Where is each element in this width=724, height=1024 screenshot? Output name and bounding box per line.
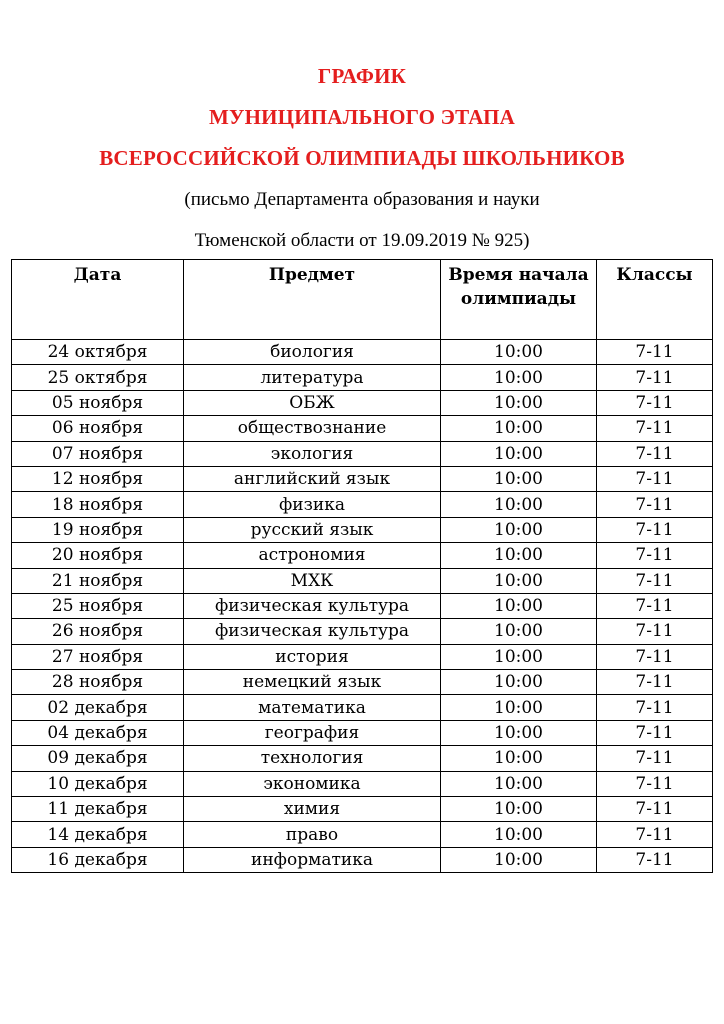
- subject-cell: обществознание: [184, 416, 441, 441]
- subject-cell: математика: [184, 695, 441, 720]
- subject-cell: технология: [184, 746, 441, 771]
- grades-cell: 7-11: [597, 670, 713, 695]
- subject-cell: право: [184, 822, 441, 847]
- date-cell: 14 декабря: [12, 822, 184, 847]
- column-header-subject-label: Предмет: [268, 265, 356, 285]
- grades-cell: 7-11: [597, 390, 713, 415]
- table-row: [12, 517, 713, 542]
- start-time-cell: 10:00: [441, 441, 597, 466]
- date-cell: 21 ноября: [12, 568, 184, 593]
- grades-cell: 7-11: [597, 492, 713, 517]
- grades-cell: 7-11: [597, 416, 713, 441]
- subtitle-line-1: (письмо Департамента образования и науки: [184, 189, 540, 210]
- start-time-cell: 10:00: [441, 822, 597, 847]
- date-cell: 05 ноября: [12, 390, 184, 415]
- start-time-cell: 10:00: [441, 695, 597, 720]
- subject-cell: литература: [184, 365, 441, 390]
- grades-cell: 7-11: [597, 720, 713, 745]
- subject-cell: биология: [184, 340, 441, 365]
- table-row: [12, 365, 713, 390]
- start-time-cell: 10:00: [441, 746, 597, 771]
- table-row: [12, 593, 713, 618]
- schedule-table-head: [12, 260, 713, 340]
- start-time-cell: 10:00: [441, 543, 597, 568]
- subject-cell: физика: [184, 492, 441, 517]
- date-cell: 18 ноября: [12, 492, 184, 517]
- start-time-cell: 10:00: [441, 568, 597, 593]
- subject-cell: география: [184, 720, 441, 745]
- table-row: [12, 543, 713, 568]
- subject-cell: астрономия: [184, 543, 441, 568]
- grades-cell: 7-11: [597, 441, 713, 466]
- start-time-cell: 10:00: [441, 517, 597, 542]
- start-time-cell: 10:00: [441, 670, 597, 695]
- title-line-3: ВСЕРОССИЙСКОЙ ОЛИМПИАДЫ ШКОЛЬНИКОВ: [99, 146, 625, 170]
- start-time-cell: 10:00: [441, 619, 597, 644]
- date-cell: 26 ноября: [12, 619, 184, 644]
- column-header-start-time-label: Время начала олимпиады: [448, 265, 589, 309]
- date-cell: 19 ноября: [12, 517, 184, 542]
- grades-cell: 7-11: [597, 340, 713, 365]
- date-cell: 09 декабря: [12, 746, 184, 771]
- grades-cell: 7-11: [597, 619, 713, 644]
- subject-cell: русский язык: [184, 517, 441, 542]
- subject-cell: английский язык: [184, 466, 441, 491]
- start-time-cell: 10:00: [441, 797, 597, 822]
- table-row: [12, 797, 713, 822]
- subject-cell: история: [184, 644, 441, 669]
- table-row: [12, 466, 713, 491]
- date-cell: 04 декабря: [12, 720, 184, 745]
- column-header-date: [12, 260, 184, 340]
- grades-cell: 7-11: [597, 517, 713, 542]
- date-cell: 10 декабря: [12, 771, 184, 796]
- start-time-cell: 10:00: [441, 492, 597, 517]
- title-line-2: МУНИЦИПАЛЬНОГО ЭТАПА: [208, 105, 516, 129]
- date-cell: 12 ноября: [12, 466, 184, 491]
- start-time-cell: 10:00: [441, 644, 597, 669]
- date-cell: 07 ноября: [12, 441, 184, 466]
- document-header: [0, 56, 724, 261]
- subject-cell: физическая культура: [184, 619, 441, 644]
- grades-cell: 7-11: [597, 771, 713, 796]
- grades-cell: 7-11: [597, 644, 713, 669]
- start-time-cell: 10:00: [441, 720, 597, 745]
- table-row: [12, 746, 713, 771]
- column-header-date-label: Дата: [73, 265, 122, 285]
- grades-cell: 7-11: [597, 365, 713, 390]
- date-cell: 27 ноября: [12, 644, 184, 669]
- subject-cell: информатика: [184, 847, 441, 872]
- schedule-table: [11, 259, 713, 873]
- table-row: [12, 340, 713, 365]
- title-line-1: ГРАФИК: [317, 64, 407, 88]
- grades-cell: 7-11: [597, 797, 713, 822]
- start-time-cell: 10:00: [441, 593, 597, 618]
- column-header-grades: [597, 260, 713, 340]
- subject-cell: экология: [184, 441, 441, 466]
- column-header-subject: [184, 260, 441, 340]
- grades-cell: 7-11: [597, 746, 713, 771]
- subtitle-line-2: Тюменской области от 19.09.2019 № 925): [194, 230, 530, 251]
- table-row: [12, 695, 713, 720]
- table-row: [12, 619, 713, 644]
- grades-cell: 7-11: [597, 543, 713, 568]
- subject-cell: химия: [184, 797, 441, 822]
- start-time-cell: 10:00: [441, 416, 597, 441]
- table-row: [12, 720, 713, 745]
- grades-cell: 7-11: [597, 822, 713, 847]
- start-time-cell: 10:00: [441, 390, 597, 415]
- subject-cell: физическая культура: [184, 593, 441, 618]
- start-time-cell: 10:00: [441, 771, 597, 796]
- subject-cell: экономика: [184, 771, 441, 796]
- grades-cell: 7-11: [597, 593, 713, 618]
- subject-cell: немецкий язык: [184, 670, 441, 695]
- date-cell: 16 декабря: [12, 847, 184, 872]
- date-cell: 06 ноября: [12, 416, 184, 441]
- subject-cell: МХК: [184, 568, 441, 593]
- start-time-cell: 10:00: [441, 466, 597, 491]
- subject-cell: ОБЖ: [184, 390, 441, 415]
- date-cell: 02 декабря: [12, 695, 184, 720]
- start-time-cell: 10:00: [441, 365, 597, 390]
- date-cell: 11 декабря: [12, 797, 184, 822]
- date-cell: 20 ноября: [12, 543, 184, 568]
- date-cell: 24 октября: [12, 340, 184, 365]
- header-row: [12, 260, 713, 340]
- table-row: [12, 416, 713, 441]
- date-cell: 25 октября: [12, 365, 184, 390]
- table-row: [12, 771, 713, 796]
- table-row: [12, 441, 713, 466]
- start-time-cell: 10:00: [441, 847, 597, 872]
- schedule-table-body: [12, 340, 713, 873]
- table-row: [12, 670, 713, 695]
- start-time-cell: 10:00: [441, 340, 597, 365]
- column-header-grades-label: Классы: [616, 265, 693, 285]
- table-row: [12, 644, 713, 669]
- grades-cell: 7-11: [597, 695, 713, 720]
- column-header-start-time: [441, 260, 597, 340]
- table-row: [12, 847, 713, 872]
- grades-cell: 7-11: [597, 847, 713, 872]
- table-row: [12, 390, 713, 415]
- date-cell: 25 ноября: [12, 593, 184, 618]
- grades-cell: 7-11: [597, 568, 713, 593]
- table-row: [12, 822, 713, 847]
- table-row: [12, 568, 713, 593]
- table-row: [12, 492, 713, 517]
- date-cell: 28 ноября: [12, 670, 184, 695]
- grades-cell: 7-11: [597, 466, 713, 491]
